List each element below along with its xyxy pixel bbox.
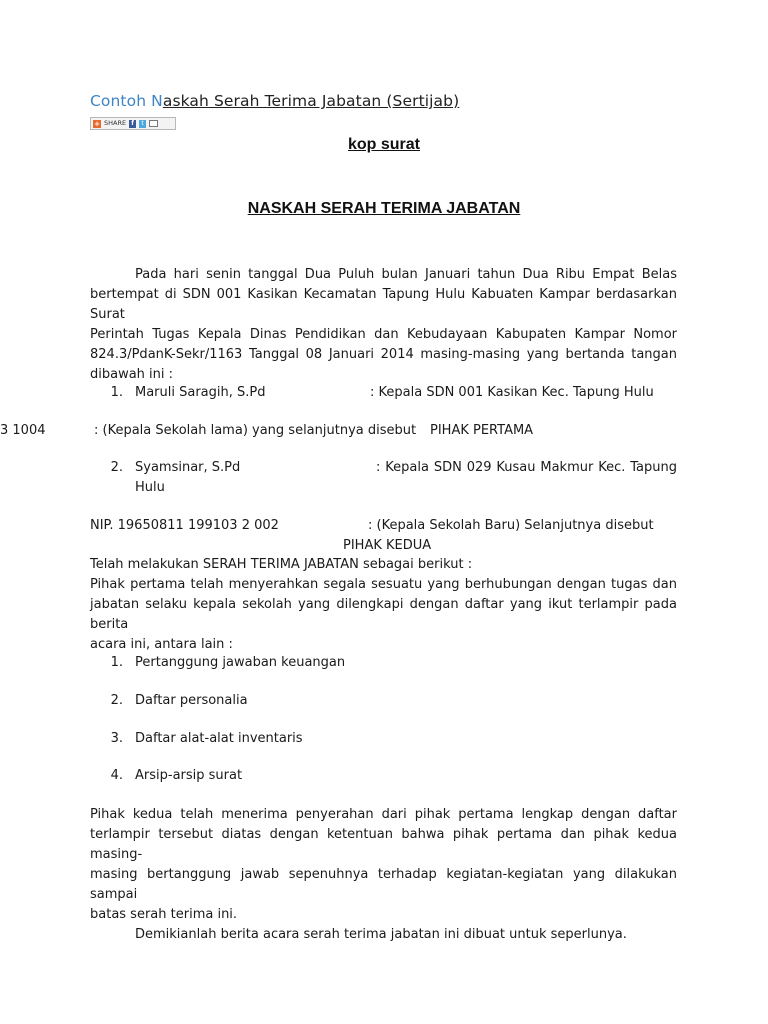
party2-role: : (Kepala Sekolah Baru) Selanjutnya disebut [368,518,654,533]
intro-line-2: bertempat di SDN 001 Kasikan Kecamatan Tapung Hulu Kabuaten Kampar berdasarkan Surat [90,287,677,322]
party2-designation: PIHAK KEDUA [343,538,432,553]
party1-role: : (Kepala Sekolah lama) yang selanjutnya disebut [94,423,417,438]
party1-number: 1. [110,385,123,400]
handover-line-2: jabatan selaku kepala sekolah yang dilengkapi dengan daftar yang ikut terlampir pada berita [90,597,677,632]
list-item [101,729,303,749]
intro-line-3: Perintah Tugas Kepala Dinas Pendidikan dan Kebudayaan Kabupaten Kampar Nomor [90,327,677,342]
closing-line-2: terlampir tersebut diatas dengan ketentuan bahwa pihak pertama dan pihak kedua masing- [90,827,677,862]
handover-line-3: acara ini, antara lain : [90,637,233,652]
list-item [101,766,242,786]
handover-line-1: Pihak pertama telah menyerahkan segala sesuatu yang berhubungan dengan tugas dan [90,577,677,592]
party2-position-cont: Hulu [135,480,165,495]
main-heading: NASKAH SERAH TERIMA JABATAN [247,200,521,217]
list-item-number: 3. [110,731,123,746]
share-plus-icon: + [94,119,100,128]
party2-number: 2. [110,460,123,475]
list-item-text: Daftar personalia [135,693,248,708]
twitter-icon[interactable]: t [139,120,146,128]
intro-paragraph [90,265,677,385]
intro-line-4: 824.3/PdanK-Sekr/1163 Tanggal 08 Januari 2014 masing-masing yang bertanda tangan [90,347,677,362]
list-item-text: Arsip-arsip surat [135,768,243,783]
title-rest[interactable]: askah Serah Terima Jabatan (Sertijab) [162,92,460,110]
list-item [101,653,345,673]
party1-nip-fragment: 3 1004 [0,423,46,438]
party2-name: Syamsinar, S.Pd [135,460,241,475]
party1-designation: PIHAK PERTAMA [430,423,534,438]
share-button[interactable] [90,117,176,130]
party2-row [101,458,240,478]
facebook-icon[interactable]: f [129,120,136,128]
party2-position: : Kepala SDN 029 Kusau Makmur Kec. Tapung [376,460,677,475]
email-icon[interactable] [149,120,158,127]
handover-intro: Telah melakukan SERAH TERIMA JABATAN sebagai berikut : [90,557,473,572]
list-item-text: Pertanggung jawaban keuangan [135,655,346,670]
list-item-number: 4. [110,768,123,783]
list-item-number: 1. [110,655,123,670]
closing-paragraph [90,805,677,945]
closing-line-1: Pihak kedua telah menerima penyerahan dari pihak pertama lengkap dengan daftar [90,807,677,822]
closing-line-3: masing bertanggung jawab sepenuhnya terhadap kegiatan-kegiatan yang dilakukan sampai [90,867,677,902]
party1-name: Maruli Saragih, S.Pd [135,385,266,400]
list-item [101,691,248,711]
party2-nip: NIP. 19650811 199103 2 002 [90,518,279,533]
closing-final: Demikianlah berita acara serah terima jabatan ini dibuat untuk seperlunya. [135,927,627,942]
share-label: SHARE [104,119,127,127]
party1-position: : Kepala SDN 001 Kasikan Kec. Tapung Hulu [370,385,654,400]
list-item-number: 2. [110,693,123,708]
handover-paragraph [90,575,677,655]
letterhead-heading: kop surat [347,136,420,153]
closing-line-4: batas serah terima ini. [90,907,238,922]
intro-line-1: Pada hari senin tanggal Dua Puluh bulan Januari tahun Dua Ribu Empat Belas [135,267,677,282]
list-item-text: Daftar alat-alat inventaris [135,731,303,746]
title-prefix[interactable]: Contoh N [90,92,163,110]
document-title [90,92,459,110]
party1-row [101,383,266,403]
intro-line-5: dibawah ini : [90,367,174,382]
